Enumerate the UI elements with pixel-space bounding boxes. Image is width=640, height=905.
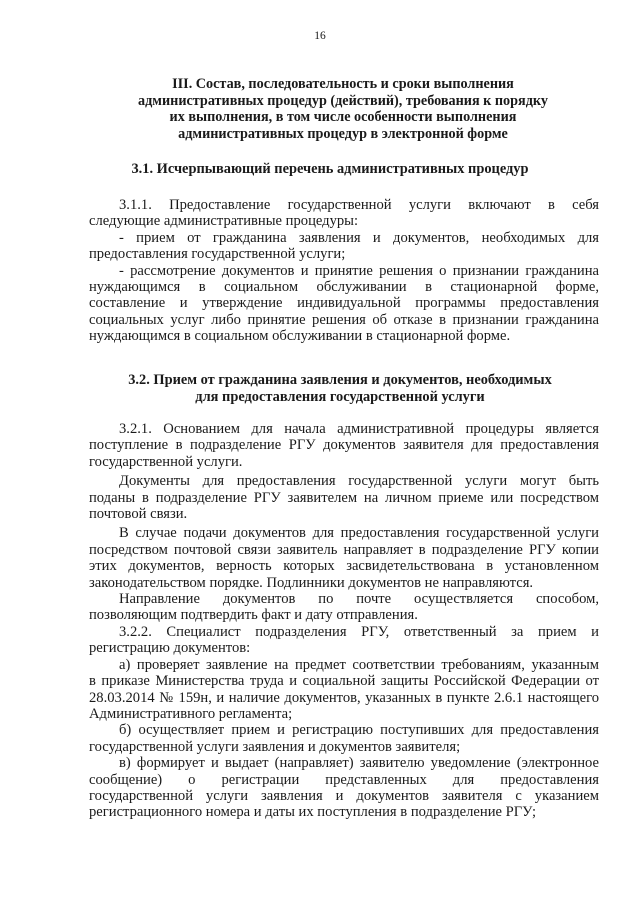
subsection-3-2-title	[90, 372, 590, 406]
paragraph	[89, 525, 599, 591]
title-line: для предоставления государственной услуги	[195, 389, 485, 405]
page-number: 16	[314, 30, 326, 42]
text-line: поданы в подразделение РГУ заявителем на личном приеме или посредством	[89, 489, 599, 506]
paragraph	[89, 230, 599, 263]
text-line: составление и утверждение индивидуальной программы предоставления	[89, 295, 599, 312]
text-line: 3.1.1. Предоставление государственной услуги включают в себя	[119, 197, 599, 213]
text-line: Административного регламента;	[89, 705, 293, 722]
paragraph	[89, 473, 599, 522]
text-line: государственной услуги заявления и документов заявителя с указанием	[89, 787, 599, 804]
text-line: в приказе Министерства труда и социальной защиты Российской Федерации от	[89, 673, 599, 690]
text-line: 3.2.1. Основанием для начала административной процедуры является	[119, 421, 599, 437]
text-line: нуждающимся в социальном обслуживании в стационарной форме.	[89, 328, 511, 345]
text-line: 3.2.2. Специалист подразделения РГУ, ответственный за прием и	[119, 623, 599, 640]
subsection-3-1-title: 3.1. Исчерпывающий перечень административных процедур	[131, 161, 529, 177]
section-heading-line: III. Состав, последовательность и сроки выполнения	[172, 76, 514, 92]
section-heading	[108, 76, 578, 142]
text-line: Документы для предоставления государственной услуги могут быть	[119, 473, 599, 490]
paragraph	[89, 657, 599, 723]
text-line: государственной услуги.	[89, 453, 243, 470]
subsection-3-1-body	[89, 197, 599, 345]
text-line: социальных услуг либо принятие решения об отказе в признании гражданина	[89, 311, 599, 328]
paragraph	[89, 624, 599, 657]
text-line: следующие административные процедуры:	[89, 213, 359, 230]
text-line: сообщение) о регистрации представленных для предоставления	[89, 771, 599, 788]
section-heading-line: административных процедур в электронной форме	[178, 125, 508, 142]
section-heading-line: административных процедур (действий), требования к порядку	[138, 92, 548, 109]
text-line: этих документов, верность которых засвидетельствована в установленном	[89, 558, 599, 575]
text-line: а) проверяет заявление на предмет соответствии требованиям, указанным	[119, 656, 599, 673]
text-line: регистрационного номера и даты их поступления в подразделение РГУ;	[89, 804, 537, 821]
text-line: государственной услуги заявления и документов заявителя;	[89, 738, 461, 755]
text-line: законодательством порядке. Подлинники документов не направляются.	[89, 574, 534, 591]
text-line: регистрацию документов:	[89, 640, 251, 657]
text-line: Направление документов по почте осуществляется способом,	[119, 591, 599, 608]
paragraph	[89, 263, 599, 345]
text-line: 28.03.2014 № 159н, и наличие документов, указанных в пункте 2.6.1 настоящего	[89, 689, 599, 706]
paragraph	[89, 197, 599, 230]
section-heading-line: их выполнения, в том числе особенности выполнения	[169, 109, 517, 126]
text-line: поступление в подразделение РГУ документов заявителя для предоставления	[89, 437, 599, 454]
paragraph	[89, 591, 599, 624]
text-line: позволяющим подтвердить факт и дату отправления.	[89, 607, 418, 624]
text-line: - прием от гражданина заявления и документов, необходимых для	[119, 229, 599, 246]
paragraph	[89, 755, 599, 821]
paragraph	[89, 421, 599, 470]
title-line: 3.2. Прием от гражданина заявления и документов, необходимых	[128, 372, 552, 388]
text-line: В случае подачи документов для предоставления государственной услуги	[119, 525, 599, 542]
text-line: предоставления государственной услуги;	[89, 246, 346, 263]
text-line: б) осуществляет прием и регистрацию поступивших для предоставления	[119, 722, 599, 739]
text-line: нуждающимся в социальном обслуживании в стационарной форме,	[89, 279, 599, 296]
text-line: - рассмотрение документов и принятие решения о признании гражданина	[119, 262, 599, 279]
text-line: почтовой связи.	[89, 506, 188, 523]
text-line: посредством почтовой связи заявитель направляет в подразделение РГУ копии	[89, 541, 599, 558]
subsection-3-2-body	[89, 421, 599, 821]
paragraph	[89, 722, 599, 755]
text-line: в) формирует и выдает (направляет) заявителю уведомление (электронное	[119, 755, 599, 772]
